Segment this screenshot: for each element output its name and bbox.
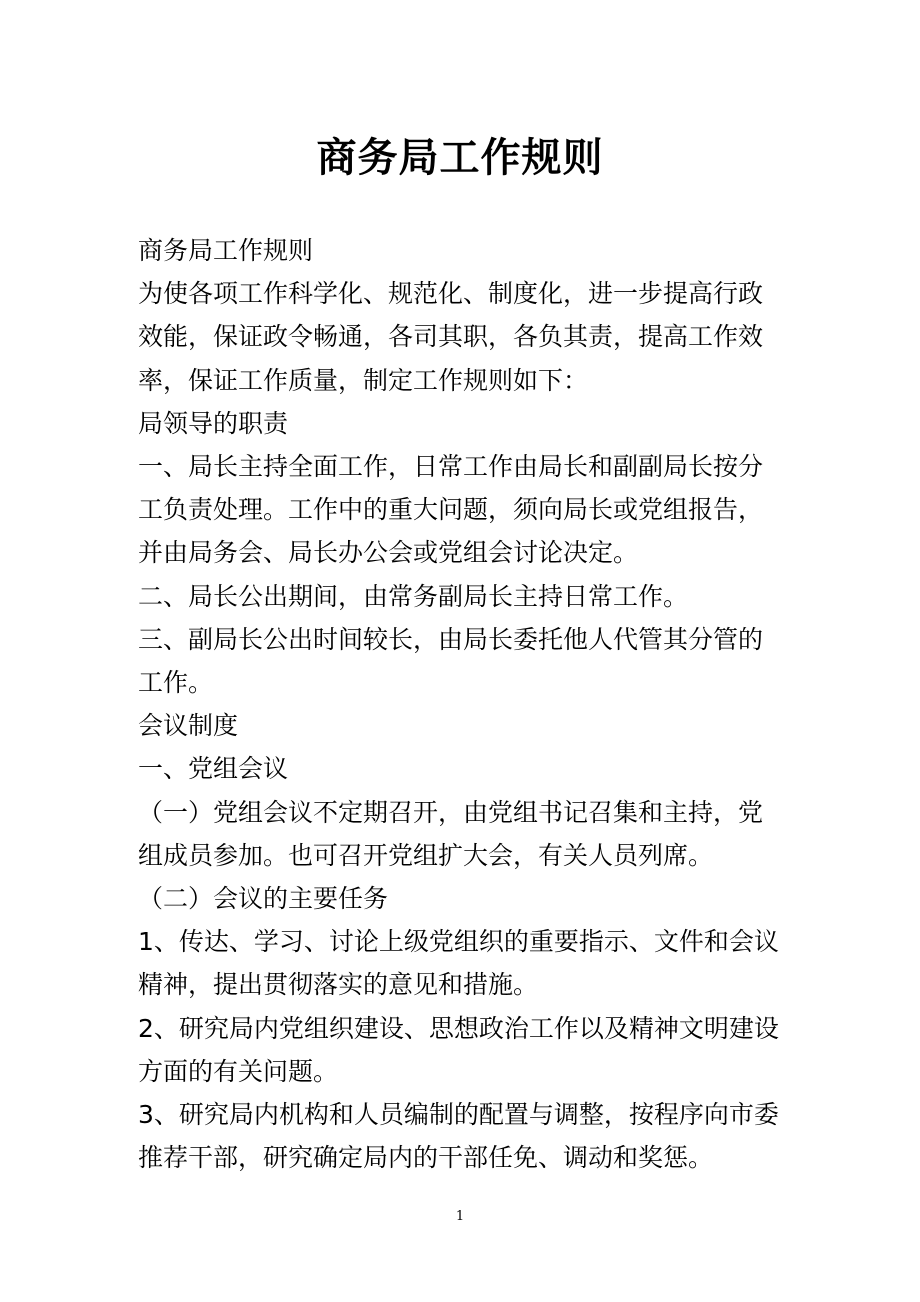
paragraph-leadership-1: 一、局长主持全面工作，日常工作由局长和副副局长按分工负责处理。工作中的重大问题，须向局长或党组报告，并由局务会、局长办公会或党组会讨论决定。 bbox=[138, 452, 764, 568]
list-item-task-2: 2、研究局内党组织建设、思想政治工作以及精神文明建设方面的有关问题。 bbox=[138, 1013, 779, 1086]
section-heading-leadership: 局领导的职责 bbox=[138, 408, 289, 438]
paragraph-subtitle: 商务局工作规则 bbox=[138, 236, 314, 265]
list-item-task-3: 3、研究局内机构和人员编制的配置与调整，按程序向市委推荐干部，研究确定局内的干部任免、调动和奖惩。 bbox=[138, 1100, 779, 1173]
page-number: 1 bbox=[455, 1209, 465, 1224]
subsection-heading-party-meeting: 一、党组会议 bbox=[138, 754, 289, 784]
section-heading-meetings: 会议制度 bbox=[138, 711, 239, 741]
document-title: 商务局工作规则 bbox=[316, 135, 604, 181]
paragraph-leadership-2: 二、局长公出期间，由常务副局长主持日常工作。 bbox=[138, 581, 689, 611]
paragraph-party-meeting-2: （二）会议的主要任务 bbox=[138, 884, 389, 914]
list-item-task-1: 1、传达、学习、讨论上级党组织的重要指示、文件和会议精神，提出贯彻落实的意见和措施。 bbox=[138, 927, 779, 1000]
document-body bbox=[138, 229, 786, 1179]
paragraph-party-meeting-1: （一）党组会议不定期召开，由党组书记召集和主持，党组成员参加。也可召开党组扩大会，有关人员列席。 bbox=[138, 797, 764, 870]
paragraph-purpose: 为使各项工作科学化、规范化、制度化，进一步提高行政效能，保证政令畅通，各司其职，各负其责，提高工作效率，保证工作质量，制定工作规则如下： bbox=[138, 279, 764, 395]
paragraph-leadership-3: 三、副局长公出时间较长，由局长委托他人代管其分管的工作。 bbox=[138, 624, 764, 698]
